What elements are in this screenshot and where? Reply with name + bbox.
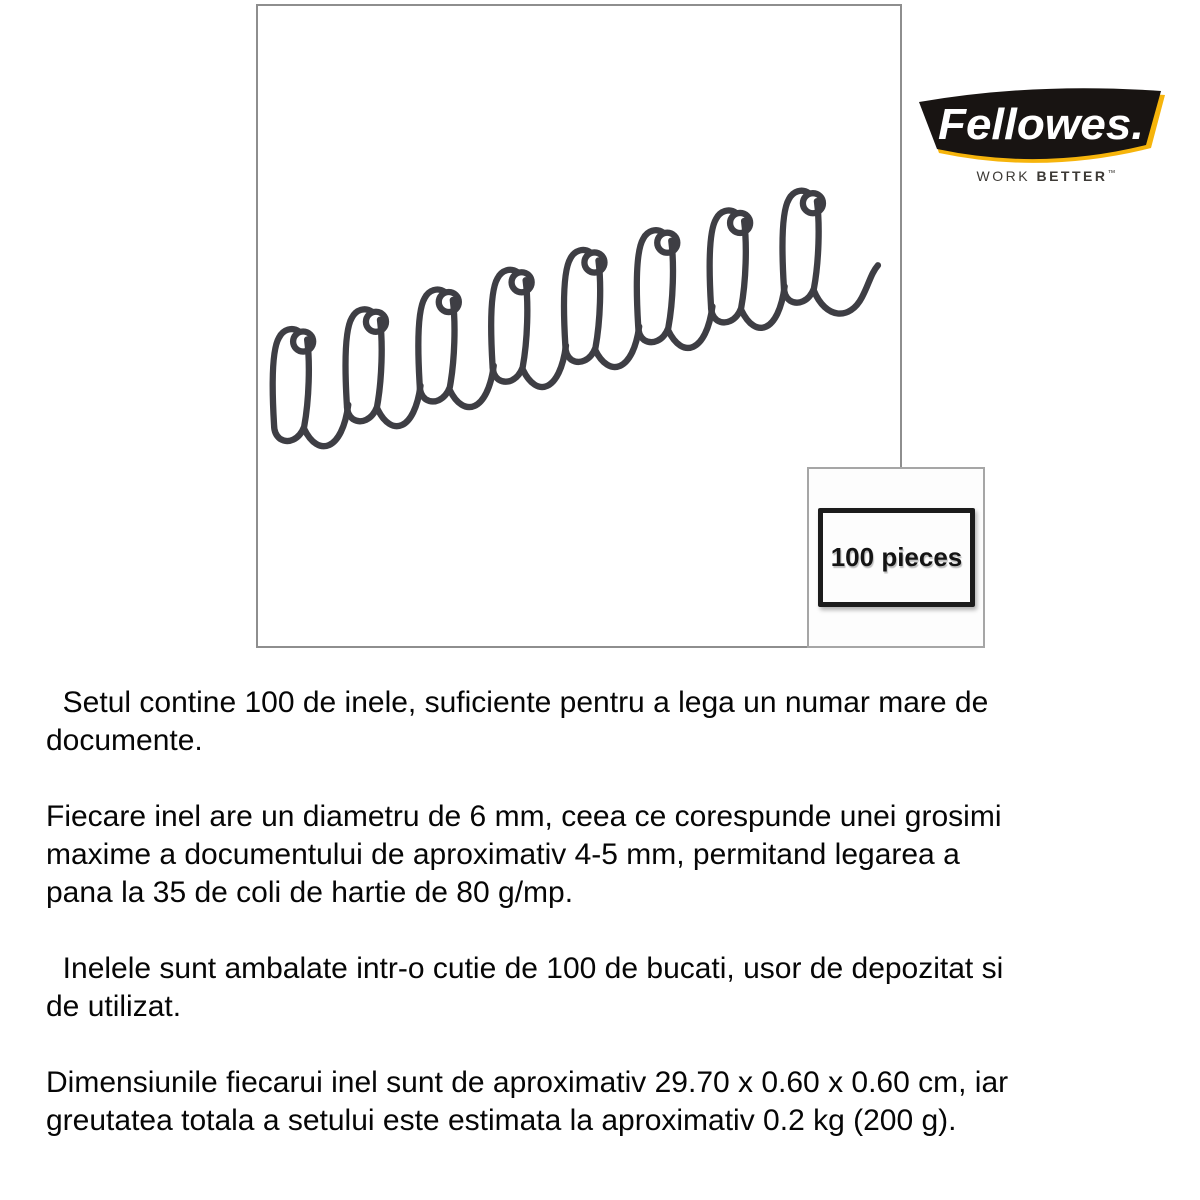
description-line: pana la 35 de coli de hartie de 80 g/mp. bbox=[46, 876, 574, 909]
description-paragraph bbox=[46, 950, 1186, 1026]
fellowes-logo bbox=[915, 85, 1165, 184]
description-paragraph bbox=[46, 798, 1186, 912]
description-line: maxime a documentului de aproximativ 4-5 mm, permitand legarea a bbox=[46, 838, 960, 871]
description-line: greutatea totala a setului este estimata la aproximativ 0.2 kg (200 g). bbox=[46, 1104, 957, 1137]
fellowes-banner bbox=[915, 85, 1165, 165]
logo-tagline bbox=[921, 168, 1171, 184]
quantity-badge bbox=[807, 467, 985, 648]
tagline-better: BETTER bbox=[1036, 168, 1108, 184]
logo-wordmark: Fellowes. bbox=[938, 100, 1144, 149]
product-description bbox=[46, 684, 1186, 1178]
wire-binding-image bbox=[258, 6, 900, 646]
quantity-badge-label: 100 pieces bbox=[830, 542, 963, 572]
quantity-badge-frame bbox=[818, 508, 975, 607]
description-line: Inelele sunt ambalate intr-o cutie de 100 de bucati, usor de depozitat si bbox=[46, 952, 1004, 985]
description-paragraph bbox=[46, 684, 1186, 760]
trademark-symbol: ™ bbox=[1107, 168, 1116, 178]
description-line: de utilizat. bbox=[46, 990, 182, 1023]
description-line: Fiecare inel are un diametru de 6 mm, ceea ce corespunde unei grosimi bbox=[46, 800, 1002, 833]
description-paragraph bbox=[46, 1064, 1186, 1140]
tagline-work: WORK bbox=[976, 168, 1037, 184]
product-image-frame bbox=[256, 4, 902, 648]
wire-comb bbox=[273, 191, 878, 446]
description-line: Setul contine 100 de inele, suficiente pentru a lega un numar mare de bbox=[46, 686, 989, 719]
description-line: documente. bbox=[46, 724, 203, 757]
description-line: Dimensiunile fiecarui inel sunt de aproximativ 29.70 x 0.60 x 0.60 cm, iar bbox=[46, 1066, 1009, 1099]
